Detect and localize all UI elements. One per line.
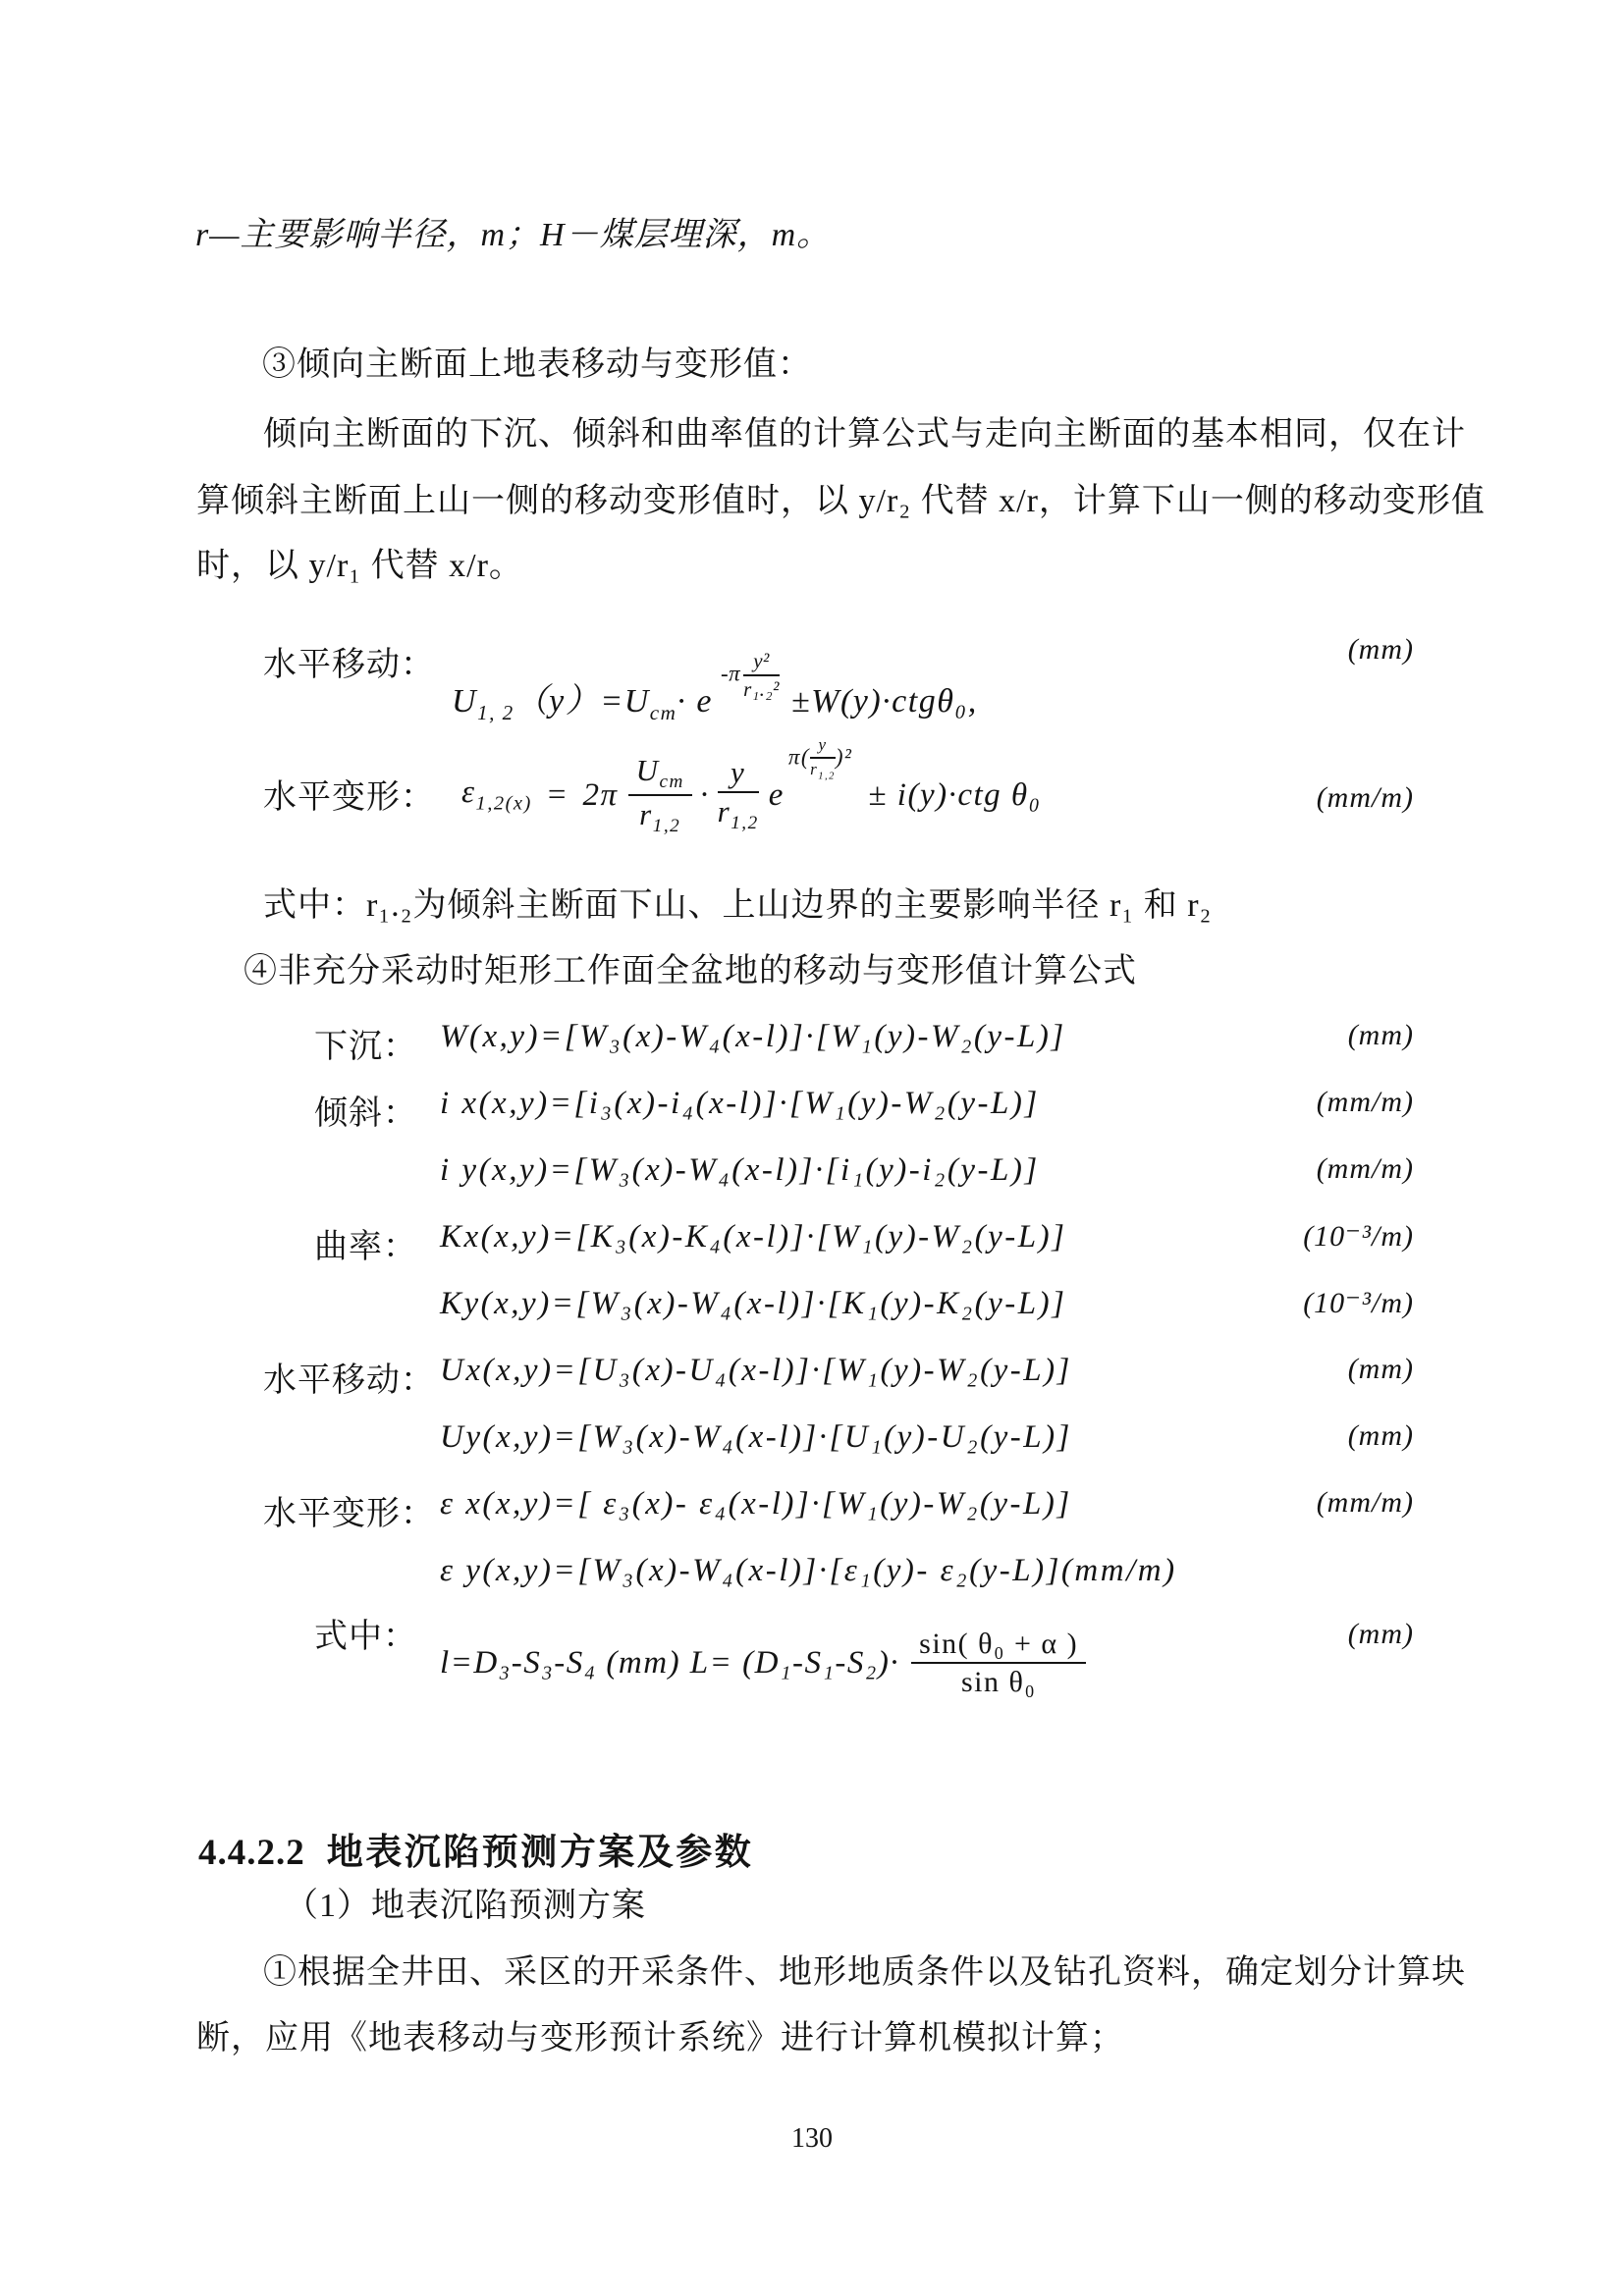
paragraph-line: 算倾斜主断面上山一侧的移动变形值时，以 y/r₂ 代替 x/r，计算下山一侧的移动变形值	[196, 483, 1486, 519]
paragraph-line: 倾向主断面的下沉、倾斜和曲率值的计算公式与走向主断面的基本相同，仅在计	[263, 416, 1466, 453]
fraction	[810, 736, 836, 782]
fraction	[911, 1628, 1086, 1698]
formula-expression: ε y(x,y)=[W₃(x)-W₄(x-l)]·[ε₁(y)- ε₂(y-L)](mm/m)	[440, 1553, 1177, 1588]
where-formula	[440, 1608, 1086, 1718]
definition-line: r—主要影响半径，m；H－煤层埋深，m。	[195, 217, 832, 253]
formula-term: U	[452, 683, 478, 720]
fraction-denominator	[628, 796, 692, 836]
formula-term: （y）=U	[514, 683, 650, 720]
formula-row	[0, 1219, 1624, 1265]
formula-term: r	[639, 797, 653, 831]
section-number: 4.4.2.2	[198, 1833, 305, 1873]
formula-term: U	[635, 752, 660, 787]
section-title: 地表沉陷预测方案及参数	[326, 1833, 754, 1873]
formula-term: )²	[835, 744, 853, 770]
formula-row	[0, 1486, 1624, 1532]
formula-expression: W(x,y)=[W₃(x)-W₄(x-l)]·[W₁(y)-W₂(y-L)]	[440, 1019, 1066, 1054]
formula-term: ε	[461, 774, 476, 811]
formula-label: 曲率：	[314, 1229, 417, 1265]
formula-subscript: cm	[649, 700, 677, 724]
formula-unit: (mm)	[1347, 1419, 1414, 1452]
formula-unit: (10⁻³/m)	[1303, 1220, 1414, 1253]
formula-subscript: 1,2	[652, 816, 681, 837]
formula-term: e	[768, 776, 785, 813]
fraction-numerator	[628, 754, 692, 796]
formula-expression: Kx(x,y)=[K₃(x)-K₄(x-l)]·[W₁(y)-W₂(y-L)]	[440, 1219, 1067, 1255]
formula-term	[461, 774, 532, 816]
equals-sign: =	[545, 776, 569, 813]
formula-unit: (mm)	[1347, 1353, 1414, 1385]
formula-label: 下沉：	[314, 1029, 417, 1065]
formula-term: r	[810, 759, 819, 778]
formula-term: 2π	[582, 776, 619, 813]
formula-exponent	[788, 736, 853, 782]
formula-unit: (mm)	[1347, 1618, 1414, 1650]
formula-unit: (mm/m)	[1316, 1086, 1414, 1118]
formula-label: 水平变形：	[263, 779, 435, 816]
formula-row	[0, 1286, 1624, 1329]
formula-unit: (mm)	[1347, 633, 1414, 666]
paragraph-line: 时，以 y/r₁ 代替 x/r。	[196, 548, 523, 584]
fraction-denominator: r₁.₂²	[743, 676, 780, 701]
formula-unit: (mm/m)	[1316, 781, 1414, 814]
where-clause: 式中：r₁.₂为倾斜主断面下山、上山边界的主要影响半径 r₁ 和 r₂	[263, 887, 1213, 924]
formula-label: 水平移动：	[263, 647, 435, 683]
formula-exponent	[721, 650, 780, 701]
formula-row	[0, 1419, 1624, 1463]
formula-unit: (mm)	[1347, 1019, 1414, 1051]
page-number: 130	[791, 2123, 833, 2154]
formula-subscript: 1, 2	[477, 700, 514, 724]
section-heading-4-4-2-2	[198, 1822, 753, 1875]
formula-unit: (10⁻³/m)	[1303, 1287, 1414, 1319]
formula-row	[0, 1553, 1624, 1596]
formula-row	[0, 1353, 1624, 1399]
formula-term: π(	[787, 744, 811, 770]
formula-expression: Ky(x,y)=[W₃(x)-W₄(x-l)]·[K₁(y)-K₂(y-L)]	[440, 1286, 1067, 1321]
formula-term: -π	[720, 661, 741, 685]
fraction-denominator: sin θ₀	[960, 1666, 1037, 1698]
formula-expression: i x(x,y)=[i₃(x)-i₄(x-l)]·[W₁(y)-W₂(y-L)]	[440, 1086, 1040, 1121]
formula-subscript: cm	[659, 771, 684, 792]
formula-label: 倾斜：	[314, 1095, 417, 1132]
formula-expression: Uy(x,y)=[W₃(x)-W₄(x-l)]·[U₁(y)-U₂(y-L)]	[440, 1419, 1072, 1455]
formula-horizontal-movement	[452, 648, 978, 732]
formula-row	[0, 1086, 1624, 1132]
formula-term: l=D₃-S₃-S₄ (mm) L= (D₁-S₁-S₂)·	[440, 1644, 900, 1681]
section-heading-subcritical: ④非充分采动时矩形工作面全盆地的移动与变形值计算公式	[244, 953, 1137, 989]
section-heading-inclined: ③倾向主断面上地表移动与变形值：	[262, 347, 812, 383]
where-label: 式中：	[314, 1619, 417, 1655]
fraction-denominator	[718, 793, 759, 833]
formula-expression: Ux(x,y)=[U₃(x)-U₄(x-l)]·[W₁(y)-W₂(y-L)]	[440, 1353, 1072, 1388]
fraction	[718, 756, 759, 833]
formula-subscript: 1,2(x)	[475, 792, 532, 815]
formula-subscript: 1,2	[818, 771, 836, 782]
paragraph-line: ①根据全井田、采区的开采条件、地形地质条件以及钻孔资料，确定划分计算块	[263, 1954, 1466, 1991]
fraction-numerator: y	[718, 756, 759, 793]
formula-horizontal-strain	[461, 735, 1042, 844]
formula-term: ±W(y)·ctgθ₀,	[790, 683, 978, 720]
fraction	[628, 754, 692, 837]
formula-expression: i y(x,y)=[W₃(x)-W₄(x-l)]·[i₁(y)-i₂(y-L)]	[440, 1152, 1040, 1188]
paragraph-line: 断，应用《地表移动与变形预计系统》进行计算机模拟计算；	[196, 2020, 1124, 2056]
fraction-numerator: y²	[743, 650, 780, 676]
formula-label: 水平移动：	[263, 1362, 435, 1399]
formula-term: r	[717, 794, 731, 829]
sub-item-heading: （1）地表沉陷预测方案	[285, 1888, 646, 1924]
fraction	[743, 650, 780, 701]
formula-expression: ε x(x,y)=[ ε₃(x)- ε₄(x-l)]·[W₁(y)-W₂(y-L)]	[440, 1486, 1072, 1522]
formula-row	[0, 1019, 1624, 1065]
fraction-numerator: y	[810, 736, 836, 759]
formula-row	[0, 1152, 1624, 1196]
formula-unit: (mm/m)	[1316, 1152, 1414, 1185]
fraction-denominator	[810, 759, 836, 782]
formula-term: · e	[677, 683, 713, 720]
formula-subscript: 1,2	[731, 813, 759, 834]
formula-term: ± i(y)·ctg θ₀	[868, 776, 1042, 813]
multiplication-dot: ·	[699, 776, 710, 813]
formula-unit: (mm/m)	[1316, 1486, 1414, 1519]
fraction-numerator: sin( θ₀ + α )	[911, 1628, 1086, 1664]
formula-label: 水平变形：	[263, 1496, 435, 1532]
